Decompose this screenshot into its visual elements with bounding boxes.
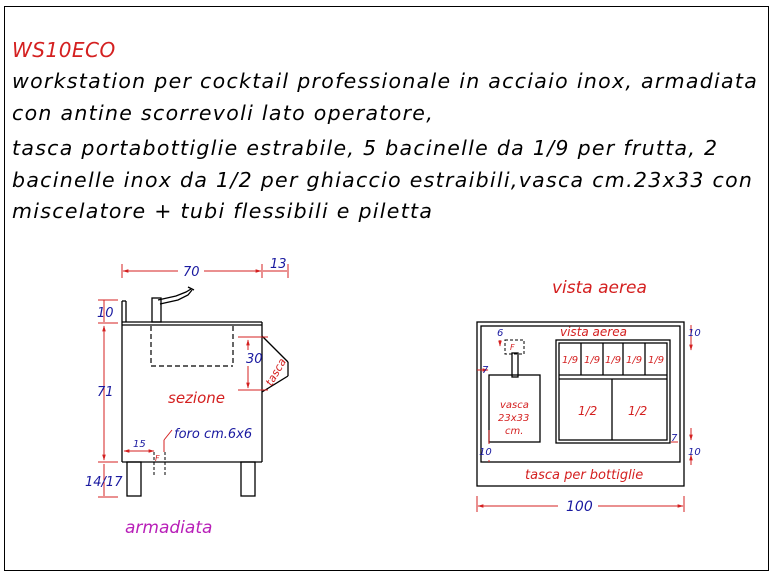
description-line-5: miscelatore + tubi flessibili e piletta	[12, 199, 434, 223]
section-view	[85, 257, 289, 538]
basin-label-1: vasca	[500, 400, 529, 411]
dim-100-label: 100	[566, 499, 593, 515]
dim-70-label: 70	[183, 265, 200, 280]
dim-7-right-label: 7	[671, 433, 678, 444]
tap-mark: F	[510, 343, 515, 352]
hole-mark: F	[155, 454, 160, 463]
pan-1-9: 1/9	[562, 355, 579, 366]
dim-71-label: 71	[97, 385, 114, 400]
pan-1-9: 1/9	[648, 355, 665, 366]
dim-7-left-label: 7	[482, 365, 489, 376]
inner-title: vista aerea	[560, 325, 627, 339]
basin-label-2: 23x33	[498, 413, 530, 424]
dim-15-label: 15	[133, 439, 146, 450]
dim-13-label: 13	[270, 257, 287, 272]
basin-label-3: cm.	[505, 426, 524, 437]
pan-1-9: 1/9	[626, 355, 643, 366]
description-line-2: con antine scorrevoli lato operatore,	[12, 101, 435, 125]
bottle-pocket-label: tasca per bottiglie	[525, 468, 644, 483]
pan-1-9: 1/9	[584, 355, 601, 366]
pan-1-2: 1/2	[628, 404, 648, 418]
dim-10-label: 10	[97, 306, 114, 321]
sink-outline	[151, 326, 233, 366]
small-pans	[562, 355, 664, 366]
description-line-3: tasca portabottiglie estrabile, 5 bacinelle da 1/9 per frutta, 2	[12, 136, 719, 160]
tasca-label: tasca	[262, 356, 289, 389]
dim-hole	[124, 430, 172, 452]
pan-1-9: 1/9	[605, 355, 622, 366]
hole-label: foro cm.6x6	[174, 427, 253, 442]
description-line-4: bacinelle inox da 1/2 per ghiaccio estraibili,vasca cm.23x33 con	[12, 168, 754, 192]
dim-30-label: 30	[246, 352, 263, 367]
dim-6-label: 6	[497, 328, 504, 339]
faucet-icon	[152, 287, 194, 322]
description-line-1: workstation per cocktail professionale in acciaio inox, armadiata	[12, 69, 759, 93]
dim-14-17-label: 14/17	[85, 475, 123, 490]
section-label: sezione	[168, 389, 225, 407]
caption-armadiata: armadiata	[125, 518, 213, 538]
dim-10-bl-label: 10	[479, 447, 492, 458]
dim-10-br-label: 10	[688, 447, 701, 458]
pan-1-2: 1/2	[578, 404, 598, 418]
product-code: WS10ECO	[12, 38, 116, 62]
top-view	[477, 278, 701, 515]
dim-10-tr-label: 10	[688, 328, 701, 339]
dim-width-section	[122, 264, 288, 278]
top-view-title: vista aerea	[552, 278, 647, 298]
